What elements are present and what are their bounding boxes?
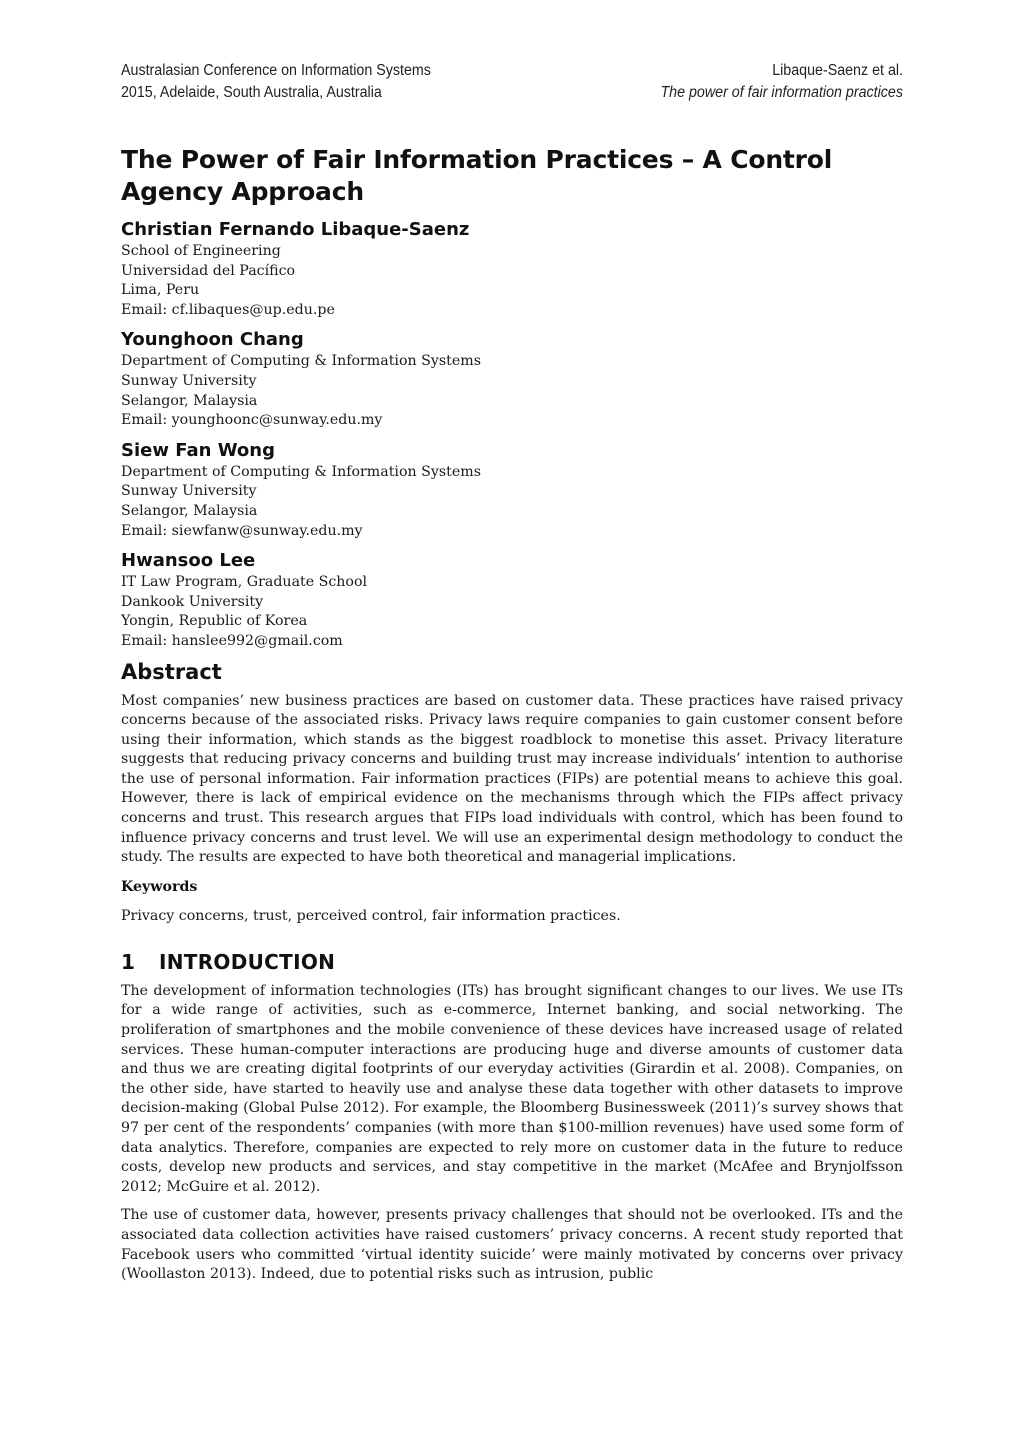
section-title: INTRODUCTION bbox=[159, 949, 336, 974]
keywords-text: Privacy concerns, trust, perceived control, fair information practices. bbox=[121, 907, 621, 924]
keywords-heading: Keywords bbox=[121, 878, 198, 895]
author-email: Email: cf.libaques@up.edu.pe bbox=[121, 301, 335, 318]
author-name: Siew Fan Wong bbox=[121, 439, 275, 461]
affiliation-line: Selangor, Malaysia bbox=[121, 392, 258, 409]
short-title: The power of fair information practices bbox=[660, 84, 903, 101]
affiliation-line: Lima, Peru bbox=[121, 282, 200, 299]
section-number: 1 bbox=[121, 949, 136, 974]
author-email: Email: hanslee992@gmail.com bbox=[121, 632, 343, 649]
affiliation-line: Selangor, Malaysia bbox=[121, 502, 258, 519]
author-block bbox=[121, 549, 903, 651]
affiliation-line: Sunway University bbox=[121, 372, 257, 389]
author-name: Younghoon Chang bbox=[121, 329, 304, 351]
affiliation-line: Department of Computing & Information Systems bbox=[121, 463, 481, 480]
introduction-heading bbox=[121, 948, 903, 976]
affiliation-line: Dankook University bbox=[121, 593, 264, 610]
affiliation-line: Yongin, Republic of Korea bbox=[121, 613, 308, 630]
running-header bbox=[121, 60, 903, 104]
header-left bbox=[121, 60, 431, 104]
intro-paragraph: The use of customer data, however, presents privacy challenges that should not be overlooked. ITs and the associated data collection activities have raised customers’ privacy concerns. A recent study reported that Facebook users who committed ‘virtual identity suicide’ were mainly motivated by concerns over privacy (Woollaston 2013). Indeed, due to potential risks such as intrusion, public bbox=[121, 1207, 903, 1283]
conference-name: Australasian Conference on Information Systems bbox=[121, 62, 431, 79]
paper-title: The Power of Fair Information Practices – A Control Agency Approach bbox=[121, 145, 833, 206]
author-block bbox=[121, 439, 903, 541]
affiliation-line: Sunway University bbox=[121, 483, 257, 500]
affiliation-line: IT Law Program, Graduate School bbox=[121, 574, 368, 591]
affiliation-line: School of Engineering bbox=[121, 243, 281, 259]
abstract-text: Most companies’ new business practices are based on customer data. These practices have raised privacy concerns because of the associated risks. Privacy laws require companies to gain customer consent before using their information, which stands as the biggest roadblock to monetise this asset. Privacy literature suggests that reducing privacy concerns and building trust may increase individuals’ intention to authorise the use of personal information. Fair information practices (FIPs) are potential means to achieve this goal. However, there is lack of empirical evidence on the mechanisms through which the FIPs affect privacy concerns and trust. This research argues that FIPs load individuals with control, which has been found to influence privacy concerns and trust level. We will use an experimental design methodology to conduct the study. The results are expected to have both theoretical and managerial implications. bbox=[121, 692, 903, 866]
author-block bbox=[121, 218, 903, 320]
author-name: Hwansoo Lee bbox=[121, 550, 256, 572]
author-block bbox=[121, 328, 903, 430]
author-email: Email: siewfanw@sunway.edu.my bbox=[121, 522, 363, 539]
abstract-heading: Abstract bbox=[121, 659, 222, 684]
affiliation-line: Department of Computing & Information Systems bbox=[121, 353, 481, 370]
conference-location: 2015, Adelaide, South Australia, Australia bbox=[121, 84, 382, 101]
paper-page bbox=[121, 60, 903, 1285]
header-right bbox=[660, 60, 903, 104]
intro-paragraph: The development of information technologies (ITs) has brought significant changes to our lives. We use ITs for a wide range of activities, such as e-commerce, Internet banking, and social networking. The proliferation of smartphones and the mobile convenience of these devices have increased usage of related services. These human-computer interactions are producing huge and diverse amounts of customer data and thus we are creating digital footprints of our everyday activities (Girardin et al. 2008). Companies, on the other side, have started to heavily use and analyse these data together with other datasets to improve decision-making (Global Pulse 2012). For example, the Bloomberg Businessweek (2011)’s survey shows that 97 per cent of the respondents’ companies (with more than $100-million revenues) have used some form of data analytics. Therefore, companies are expected to rely more on customer data in the future to reduce costs, develop new products and services, and stay competitive in the market (McAfee and Brynjolfsson 2012; McGuire et al. 2012). bbox=[121, 982, 903, 1195]
author-name: Christian Fernando Libaque-Saenz bbox=[121, 219, 470, 240]
short-authors: Libaque-Saenz et al. bbox=[772, 62, 903, 79]
author-email: Email: younghoonc@sunway.edu.my bbox=[121, 412, 383, 429]
affiliation-line: Universidad del Pacífico bbox=[121, 262, 296, 279]
